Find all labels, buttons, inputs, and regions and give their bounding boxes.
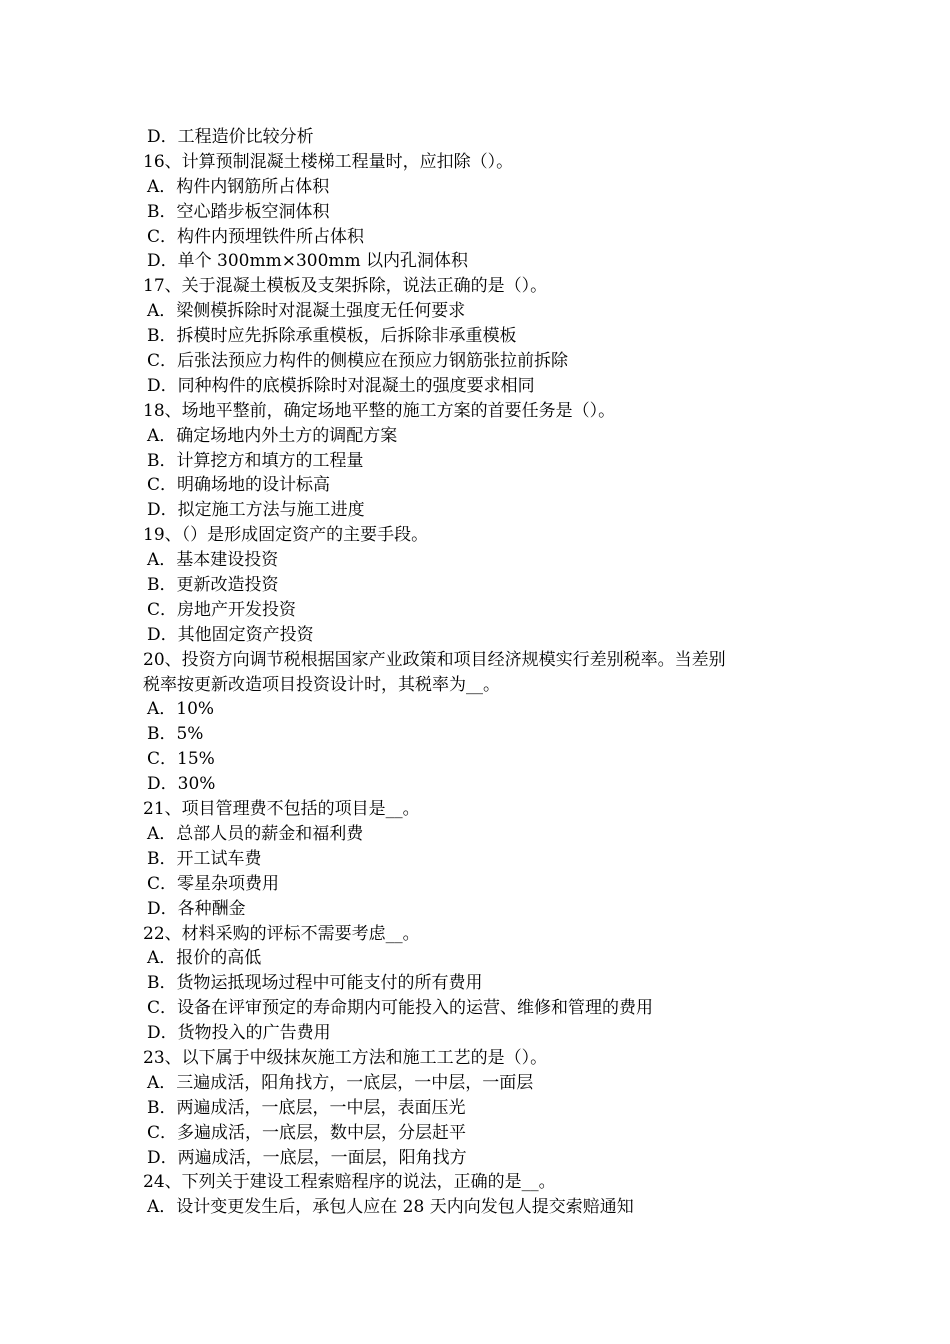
answer-option: C．明确场地的设计标高 — [147, 475, 331, 496]
answer-option: C．后张法预应力构件的侧模应在预应力钢筋张拉前拆除 — [147, 351, 569, 372]
question-text: 24、下列关于建设工程索赔程序的说法，正确的是__。 — [143, 1172, 556, 1193]
answer-option: D．各种酬金 — [147, 898, 246, 919]
answer-option: D．30% — [147, 774, 216, 795]
question-text: 18、场地平整前，确定场地平整的施工方案的首要任务是（）。 — [143, 400, 616, 421]
answer-option: A．三遍成活，阳角找方，一底层，一中层，一面层 — [147, 1072, 534, 1093]
answer-option: A．梁侧模拆除时对混凝土强度无任何要求 — [147, 301, 466, 322]
answer-option: D．单个 300mm×300mm 以内孔洞体积 — [147, 251, 469, 272]
document-body — [143, 125, 815, 1220]
answer-option: D．工程造价比较分析 — [147, 127, 314, 147]
answer-option: B．两遍成活，一底层，一中层，表面压光 — [147, 1097, 466, 1118]
answer-option: A．设计变更发生后，承包人应在 28 天内向发包人提交索赔通知 — [147, 1197, 634, 1218]
answer-option: C．构件内预埋铁件所占体积 — [147, 226, 365, 247]
question-text: 17、关于混凝土模板及支架拆除，说法正确的是（）。 — [143, 276, 548, 297]
question-text: 税率按更新改造项目投资设计时，其税率为__。 — [143, 674, 500, 695]
answer-option: A．10% — [147, 699, 215, 720]
answer-option: A．总部人员的薪金和福利费 — [147, 823, 364, 844]
answer-option: B．5% — [147, 724, 204, 745]
answer-option: C．房地产开发投资 — [147, 599, 297, 620]
answer-option: B．更新改造投资 — [147, 575, 279, 596]
answer-option: D．同种构件的底模拆除时对混凝土的强度要求相同 — [147, 375, 535, 396]
answer-option: B．货物运抵现场过程中可能支付的所有费用 — [147, 973, 483, 994]
answer-option: B．拆模时应先拆除承重模板，后拆除非承重模板 — [147, 326, 517, 347]
question-text: 16、计算预制混凝土楼梯工程量时，应扣除（）。 — [143, 151, 514, 172]
question-text: 23、以下属于中级抹灰施工方法和施工工艺的是（）。 — [143, 1047, 548, 1068]
answer-option: D．拟定施工方法与施工进度 — [147, 500, 365, 521]
answer-option: C．设备在评审预定的寿命期内可能投入的运营、维修和管理的费用 — [147, 998, 654, 1019]
answer-option: C．多遍成活，一底层，数中层，分层赶平 — [147, 1122, 467, 1143]
answer-option: D．两遍成活，一底层，一面层，阳角找方 — [147, 1147, 467, 1168]
answer-option: B．空心踏步板空洞体积 — [147, 201, 330, 222]
answer-option: A．基本建设投资 — [147, 550, 279, 571]
question-text: 19、（）是形成固定资产的主要手段。 — [143, 525, 429, 546]
question-text: 21、项目管理费不包括的项目是__。 — [143, 799, 420, 820]
answer-option: B．计算挖方和填方的工程量 — [147, 450, 364, 471]
answer-option: C．15% — [147, 749, 215, 770]
question-text: 22、材料采购的评标不需要考虑__。 — [143, 923, 420, 944]
answer-option: D．货物投入的广告费用 — [147, 1023, 331, 1044]
answer-option: B．开工试车费 — [147, 848, 262, 869]
answer-option: A．构件内钢筋所占体积 — [147, 176, 330, 197]
answer-option: D．其他固定资产投资 — [147, 624, 314, 645]
answer-option: A．报价的高低 — [147, 948, 262, 969]
question-text: 20、投资方向调节税根据国家产业政策和项目经济规模实行差别税率。当差别 — [143, 649, 726, 670]
answer-option: A．确定场地内外土方的调配方案 — [147, 425, 398, 446]
answer-option: C．零星杂项费用 — [147, 873, 280, 894]
